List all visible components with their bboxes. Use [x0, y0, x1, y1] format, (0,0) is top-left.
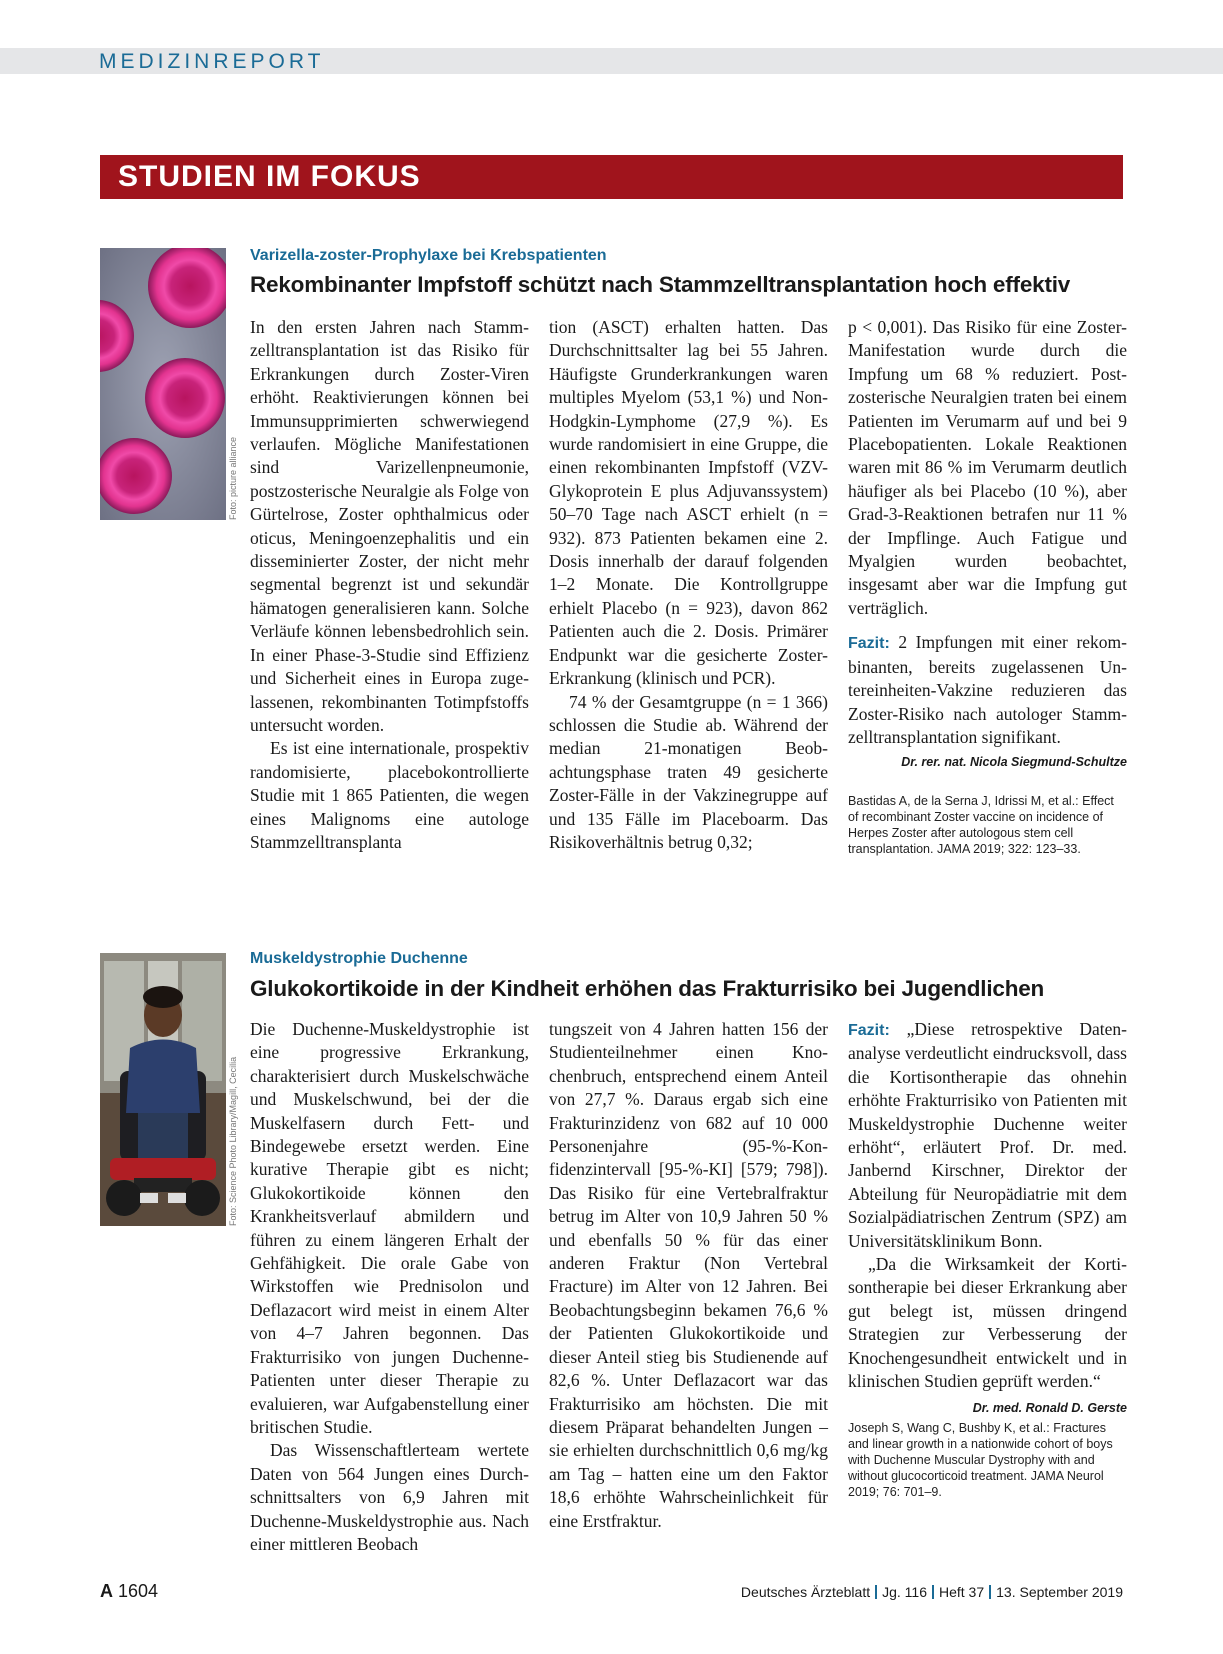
banner-title: STUDIEN IM FOKUS [118, 160, 421, 193]
section-banner [100, 155, 1123, 199]
paragraph: Die Duchenne-Muskeldystrophie ist eine progressive Erkrankung, charakterisiert durch Muskelschwäche und Muskelschwund, bei der die Muskelfasern durch Fett- und Bindegewebe ersetzt werden. Eine kurative Therapie gibt es nicht; Glukokortikoide können den Krankheitsverlauf abmildern und führen zu einem längeren Erhalt der Gehfähigkeit. Die orale Gabe von Wirkstoffen wie Prednisolon und Deflazacort wird meist in einem Alter von 4–7 Jahren begonnen. Das Frakturrisiko von jungen Duchenne-Patienten unter dieser Therapie zu evaluieren, war Aufgabenstellung einer britischen Studie. [250, 1019, 529, 1437]
photo-credit: Foto: Science Photo Library/Magill, Cecilia [228, 1056, 238, 1226]
paragraph: 74 % der Gesamtgruppe (n = 1 366) schlossen die Studie ab. Während der median 21-monatigen Beobachtungsphase traten 49 gesicherte Zoster-Fälle in der Vakzinegruppe auf und 135 Fälle im Placeboarm. Das Risikoverhältnis betrug 0,32; [549, 691, 828, 852]
journal-name: Deutsches Ärzteblatt [740, 1584, 871, 1600]
paragraph: In den ersten Jahren nach Stammzelltransplantation ist das Risiko für Erkrankungen durch Zoster-Viren erhöht. Reaktivierungen können bei Immunsupprimierten schwerwiegend verlaufen. Mögliche Manifestationen sind Varizellenpneumonie, postzosterische Neuralgie als Folge von Gürtelrose, Zoster ophthalmicus oder oticus, Meningoenzephalitis und ein disseminierter Zoster, der nicht mehr segmental begrenzt ist und sekundär hämatogen generalisieren kann. Solche Verläufe können lebensbedrohlich sein. In einer Phase-3-Studie sind Effizienz und Sicherheit eines in Europa zugelassenen, rekombinanten Totimpfstoffs untersucht worden. [250, 317, 529, 735]
page-prefix: A [100, 1581, 113, 1601]
section-label: MEDIZINREPORT [99, 50, 325, 73]
paragraph [848, 1253, 1127, 1415]
article-headline: Glukokortikoide in der Kindheit erhöhen das Frakturrisiko bei Jugendlichen [250, 976, 1045, 1001]
journal-date: 13. September 2019 [996, 1584, 1123, 1600]
boy-wheelchair-photo [100, 953, 226, 1226]
divider [989, 1585, 991, 1599]
fazit-paragraph [848, 631, 1127, 749]
reference: Joseph S, Wang C, Bushby K, et al.: Fractures and linear growth in a nationwide cohort of boys with Duchenne Muscular Dystrophy with and without glucocorticoid treatment. JAMA Neurol 2019; 76: 701–9. [848, 1420, 1113, 1499]
article-headline: Rekombinanter Impfstoff schützt nach Stammzelltransplantation hoch effektiv [250, 272, 1071, 297]
article-kicker: Muskeldystrophie Duchenne [250, 950, 468, 967]
author: Dr. med. Ronald D. Gerste [972, 1400, 1127, 1415]
paragraph: Es ist eine internationale, prospektiv randomisierte, placebokontrollierte Studie mit 1 865 Patienten, die wegen eines Malignoms eine autologe Stammzelltransplanta [250, 738, 529, 852]
divider [932, 1585, 934, 1599]
paragraph: Das Wissenschaftlerteam wertete Daten von 564 Jungen eines Durchschnittsalters von 6,9 Jahren mit Duchenne-Muskeldystrophie aus. Nach einer mittleren Beobach [250, 1440, 529, 1554]
author: Dr. rer. nat. Nicola Siegmund-Schultze [901, 755, 1127, 770]
paragraph-text: „Da die Wirksamkeit der Kortisontherapie bei dieser Erkrankung aber gut belegt ist, müssen dringend Strategien zur Verbesserung der Knochengesundheit entwickelt und in klinischen Studien geprüft werden.“ [848, 1254, 1127, 1392]
paragraph: tion (ASCT) erhalten hatten. Das Durchschnittsalter lag bei 55 Jahren. Häufigste Grunderkrankungen waren multiples Myelom (53,1 %) und Non-Hodgkin-Lymphome (27,9 %). Es wurde randomisiert in eine Gruppe, die einen rekombinanten Impfstoff (VZV-Glykoprotein E plus Adjuvanssystem) 50–70 Tage nach ASCT erhielt (n = 932). 873 Patienten bekamen eine 2. Dosis innerhalb der darauf folgenden 1–2 Monate. Die Kontrollgruppe erhielt Placebo (n = 923), davon 862 Patienten auch die 2. Dosis. Primärer Endpunkt war die gesicherte Zoster-Erkrankung (klinisch und PCR). [549, 317, 828, 689]
page-number-value: 1604 [118, 1581, 159, 1601]
virus-photo [100, 248, 226, 520]
article-column-3 [848, 316, 1127, 857]
article-column-1 [250, 316, 529, 854]
journal-volume: Jg. 116 [882, 1584, 927, 1600]
journal-info [741, 1584, 1123, 1600]
journal-issue: Heft 37 [938, 1584, 985, 1600]
fazit-text: „Diese retrospektive Datenanalyse verdeutlicht eindrucksvoll, dass die Kortisontherapie das ohnehin erhöhte Frakturrisiko von Patienten mit Muskeldystrophie Duchenne weiter erhöht“, erläutert Prof. Dr. med. Janbernd Kirschner, Direktor der Abteilung für Neuropädiatrie mit dem Sozialpädiatrischen Zentrum (SPZ) am Universitätsklinikum Bonn. [848, 1019, 1127, 1251]
fazit-label: Fazit: [848, 635, 890, 653]
article-column-2 [549, 1018, 828, 1533]
article-kicker: Varizella-zoster-Prophylaxe bei Krebspatienten [250, 247, 607, 264]
reference: Bastidas A, de la Serna J, Idrissi M, et al.: Effect of recombinant Zoster vaccine on incidence of Herpes Zoster after autologous stem cell transplantation. JAMA 2019; 322: 123–33. [848, 793, 1114, 856]
fazit-label: Fazit: [848, 1022, 890, 1039]
paragraph: p < 0,001). Das Risiko für eine Zoster-Manifestation wurde durch die Impfung um 68 % reduziert. Postzosterische Neuralgien traten bei einem Patienten im Verumarm auf und bei 9 Placebopatienten. Lokale Reaktionen waren mit 86 % im Verumarm deutlich häufiger als bei Placebo (10 %), aber Grad-3-Reaktionen betrafen nur 11 % der Impflinge. Auch Fatigue und Myalgien wurden beobachtet, insgesamt aber war die Impfung gut verträglich. [848, 317, 1127, 618]
fazit-text: 2 Impfungen mit einer rekombinanten, bereits zugelassenen Untereinheiten-Vakzine reduzieren das Zoster-Risiko nach autologer Stammzelltransplantation signifikant. [848, 632, 1127, 747]
divider [875, 1585, 877, 1599]
page-number [100, 1581, 158, 1602]
article-column-3 [848, 1018, 1127, 1500]
photo-credit: Foto: picture alliance [228, 436, 238, 520]
fazit-paragraph [848, 1018, 1127, 1253]
paragraph: tungszeit von 4 Jahren hatten 156 der Studienteilnehmer einen Knochenbruch, entsprechend einem Anteil von 27,7 %. Daraus ergab sich eine Frakturinzidenz von 682 auf 10 000 Personenjahre (95-%-Konfidenzintervall [95-%-KI] [579; 798]). Das Risiko für eine Vertebralfraktur betrug im Alter von 10,9 Jahren 50 % und ebenfalls 50 % für das einer anderen Fraktur (Non Vertebral Fracture) im Alter von 12 Jahren. Bei Beobachtungsbeginn bekamen 76,6 % der Patienten Glukokortikoide und dieser Anteil stieg bis Studienende auf 82,6 %. Unter Deflazacort war das Frakturrisiko am höchsten. Die mit diesem Präparat behandelten Jungen – sie erhielten durchschnittlich 0,6 mg/kg am Tag – hatten eine um den Faktor 18,6 erhöhte Wahrscheinlichkeit für eine Erstfraktur. [549, 1019, 828, 1531]
article-column-1 [250, 1018, 529, 1556]
article-column-2 [549, 316, 828, 854]
